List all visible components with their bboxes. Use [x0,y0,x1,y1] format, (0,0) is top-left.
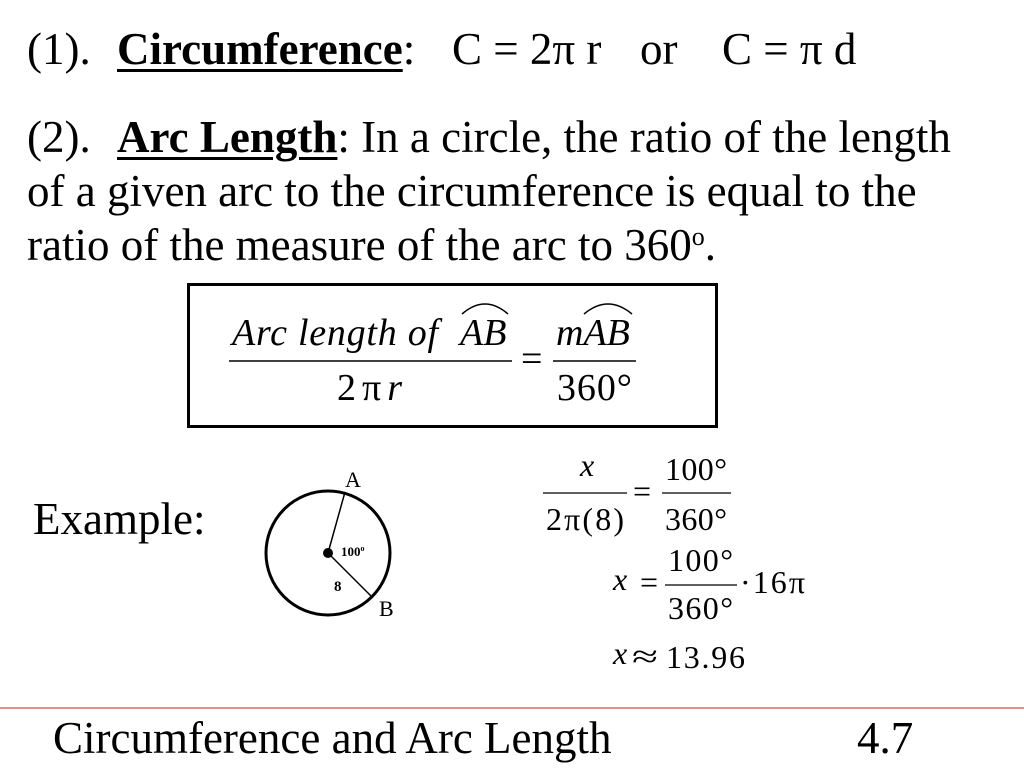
definition-1-number: (1). [27,24,91,74]
example-label: Example: [33,494,206,544]
circumference-formula-diameter: C = π d [722,24,857,74]
circle-diagram [266,467,394,621]
step1-equals-sign: = [633,473,652,509]
radius-label: 8 [334,579,342,595]
definition-1-heading [117,22,415,76]
step1-rhs-numerator: 100° [665,451,727,487]
step2-factor: ·16π [740,564,805,600]
formula-box [189,285,717,427]
step3-approx-sign: ≈ [632,638,658,674]
step2-denominator: 360° [668,590,733,626]
definition-2-number: (2). [27,112,91,162]
point-b-label: B [379,596,394,621]
example-step-2 [612,542,805,626]
left-denominator [337,367,402,409]
right-numerator-arc-label: AB [583,312,630,354]
step2-numerator: 100° [668,542,733,578]
angle-degree-mark: o [360,544,365,553]
definition-2-line-3-end: . [704,220,716,270]
left-numerator-arc-label: AB [460,312,507,354]
step2-lhs: x [613,561,628,597]
left-numerator-words: Arc length of [232,312,438,354]
definition-1-colon: : [402,24,416,74]
definition-2-line-3-text: ratio of the measure of the arc to 360 [27,220,692,270]
degree-superscript: o [691,222,705,251]
definition-2-line-3 [27,218,716,272]
formula-equals-sign: = [521,338,543,380]
left-denominator-constant: 2π [337,367,382,409]
right-denominator: 360° [557,367,632,409]
point-a-label: A [345,467,361,492]
definition-2-line-2: of a given arc to the circumference is equal to the [27,166,917,216]
right-numerator [556,312,630,354]
footer-title: Circumference and Arc Length [53,713,612,763]
circumference-formula-radius: C = 2π r [452,24,602,74]
step3-lhs: x [613,635,628,671]
definition-2-line-1 [117,110,951,164]
definition-2-term: Arc Length [117,112,338,162]
step2-equals-sign: = [640,564,659,600]
center-point [323,548,333,558]
definition-2-line-1-text: : In a circle, the ratio of the length [337,112,951,162]
step1-lhs-numerator: x [580,447,595,483]
step1-rhs-denominator: 360° [665,501,727,537]
angle-label [341,544,365,559]
example-step-1 [543,447,731,537]
example-step-3 [612,635,745,675]
footer-section-number: 4.7 [857,713,914,763]
boxed-formula [189,285,717,427]
left-denominator-variable: r [387,367,402,409]
angle-value: 100 [341,544,361,559]
definition-1-term: Circumference [117,24,403,74]
formula-or: or [640,24,678,74]
right-numerator-prefix: m [556,312,584,354]
step3-result: 13.96 [666,639,745,675]
step1-lhs-denominator: 2π(8) [546,501,624,537]
